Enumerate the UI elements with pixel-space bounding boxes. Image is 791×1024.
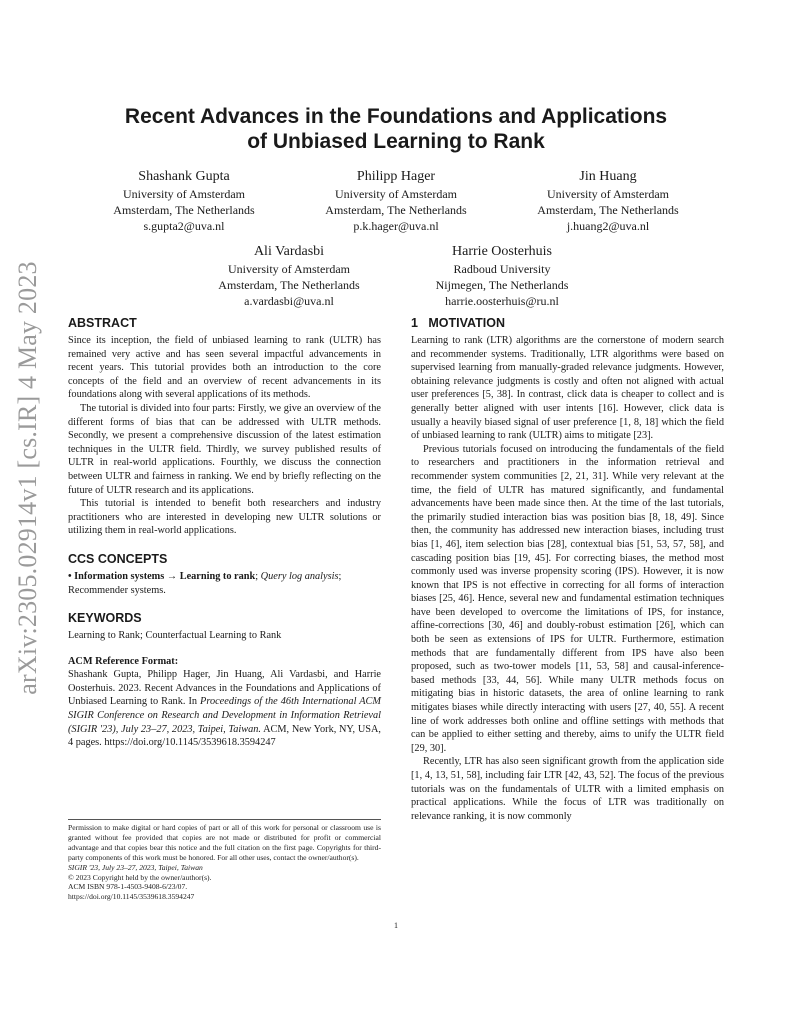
abstract-paragraph: The tutorial is divided into four parts: Firstly, we give an overview of the different forms of bias that can be addressed with ULTR methods. Secondly, we present a comprehensive discussion of the latest estimation techniques in the ULTR field. Thirdly, we survey published results of ULTR in real-world applications. Fourthly, we discuss the connection between ULTR and fairness in ranking. We end by briefly reflecting on the future of ULTR research and its applications. <box>68 402 381 496</box>
author-name: Jin Huang <box>579 169 637 184</box>
abstract-paragraph: Since its inception, the field of unbiased learning to rank (ULTR) has remained very active and has seen several impactful advancements in recent years. This tutorial provides both an introduction to the core concepts of the field and an overview of recent advancements in its foundations along with several applications of its methods. <box>68 335 381 401</box>
author-location: Amsterdam, The Netherlands <box>537 203 679 217</box>
reference-format-text <box>68 668 381 750</box>
ccs-heading: CCS CONCEPTS <box>68 551 168 566</box>
author-block <box>84 168 284 234</box>
permission-notice: Permission to make digital or hard copies of part or all of this work for personal or classroom use is granted without fee provided that copies are not made or distributed for profit or commercial advantage and that copies bear this notice and the full citation on the first page. Copyrights for third-party components of this work must be honored. For all other uses, contact the owner/author(s). <box>68 823 381 862</box>
keywords-heading: KEYWORDS <box>68 611 142 626</box>
reference-format-part2: ACM, New York, NY, USA, 4 pages. https://doi.org/10.1145/3539618.3594247 <box>68 723 381 749</box>
reference-format-part1: Shashank Gupta, Philipp Hager, Jin Huang, Ali Vardasbi, and Harrie Oosterhuis. 2023. Recent Advances in the Foundations and Applications of Unbiased Learning to Rank. In <box>68 669 381 708</box>
author-affiliation: University of Amsterdam <box>123 187 245 201</box>
author-name: Shashank Gupta <box>138 169 230 184</box>
author-name: Harrie Oosterhuis <box>452 244 552 259</box>
author-block <box>296 168 496 234</box>
reference-format-italic: Proceedings of the 46th International ACM SIGIR Conference on Research and Development in Information Retrieval (SIGIR '23), July 23–27, 2023, Taipei, Taiwan. <box>68 696 382 735</box>
author-location: Nijmegen, The Netherlands <box>435 278 569 292</box>
title-line-1: Recent Advances in the Foundations and Applications <box>124 105 668 128</box>
motivation-paragraph: Recently, LTR has also seen significant growth from the application side [1, 4, 13, 51, 58], including fair LTR [42, 43, 52]. The focus of the previous tutorials was on the fundamentals of ULTR with a limited emphasis on practical applications. While the focus of LTR was traditionally on relevance ranking, it is now commonly <box>411 756 724 822</box>
reference-format-heading: ACM Reference Format: <box>68 655 179 667</box>
footnote-rule <box>68 819 381 820</box>
abstract-heading: ABSTRACT <box>68 316 137 330</box>
author-email[interactable]: harrie.oosterhuis@ru.nl <box>445 294 559 308</box>
title-line-2: of Unbiased Learning to Rank <box>247 130 545 153</box>
motivation-paragraph: Previous tutorials focused on introducing the fundamentals of the field to researchers and practitioners in the information retrieval and recommender system communities [2, 21, 31]. While very relevant at the time, the field of ULTR has matured significantly, and fundamental advancements have been made since then. At the time of the last tutorials, the primarily studied interaction bias was position bias [8, 18, 49]. Since then, the community has addressed new interaction biases, including trust bias [1, 46], item selection bias [28], contextual bias [51, 53, 57, 58], and cascading position bias [19, 45]. For correcting biases, the method most commonly used was inverse propensity scoring (IPS). However, it is now known that IPS is not effective in correcting for all forms of interaction biases [25, 46]. Hence, several new and fundamental estimation techniques have been developed to overcome the limitations of IPS, for instance, affine-corrections [30, 46] and doubly-robust estimation [26], which can both be seen as extensions of IPS for ULTR. Furthermore, estimation methods that are fundamentally different from IPS have also been proposed, such as two-tower models [11, 53, 58] and causal-inference-based methods [33, 44, 56]. While many ULTR methods focus on mitigating bias in historic datasets, the area of online learning to rank mitigates biases while directly interacting with users [27, 40, 55]. A recent line of work addresses both online and offline settings with methods that can be applied to either setting and thereby, aims to unify the ULTR field [29, 30]. <box>411 443 724 754</box>
footnote <box>68 823 381 902</box>
arxiv-identifier: arXiv:2305.02914v1 [cs.IR] 4 May 2023 <box>13 261 42 695</box>
arxiv-sidebar <box>8 258 48 698</box>
ccs-concepts <box>68 570 381 597</box>
copyright-line: © 2023 Copyright held by the owner/author(s). <box>68 872 212 882</box>
author-block <box>402 243 602 309</box>
abstract-paragraph: This tutorial is intended to benefit both researchers and industry practitioners who are interested in developing new ULTR solutions or utilizing them in real-world applications. <box>68 498 381 537</box>
left-column <box>68 316 381 750</box>
ccs-rest: ; Recommender systems. <box>68 570 342 596</box>
keywords-text: Learning to Rank; Counterfactual Learning to Rank <box>68 630 282 642</box>
isbn-line: ACM ISBN 978-1-4503-9408-6/23/07. <box>68 882 188 892</box>
author-location: Amsterdam, The Netherlands <box>218 278 360 292</box>
paper-title <box>60 104 732 154</box>
author-name: Philipp Hager <box>356 169 436 184</box>
ccs-bold: • Information systems → Learning to rank <box>68 570 256 582</box>
motivation-heading: 1 MOTIVATION <box>411 316 505 330</box>
author-affiliation: University of Amsterdam <box>547 187 669 201</box>
author-affiliation: University of Amsterdam <box>335 187 457 201</box>
author-block <box>508 168 708 234</box>
author-email[interactable]: p.k.hager@uva.nl <box>353 219 439 233</box>
author-email[interactable]: j.huang2@uva.nl <box>566 219 650 233</box>
author-email[interactable]: a.vardasbi@uva.nl <box>244 294 334 308</box>
conference-venue: SIGIR '23, July 23–27, 2023, Taipei, Taiwan <box>68 862 203 872</box>
author-affiliation: University of Amsterdam <box>228 262 350 276</box>
author-location: Amsterdam, The Netherlands <box>113 203 255 217</box>
ccs-italic: Query log analysis <box>260 570 339 582</box>
right-column <box>411 316 724 823</box>
author-location: Amsterdam, The Netherlands <box>325 203 467 217</box>
page-number: 1 <box>394 921 398 930</box>
author-email[interactable]: s.gupta2@uva.nl <box>143 219 225 233</box>
ccs-separator: ; <box>255 570 261 582</box>
author-name: Ali Vardasbi <box>253 244 325 259</box>
author-block <box>189 243 389 309</box>
motivation-paragraph: Learning to rank (LTR) algorithms are the cornerstone of modern search and recommender systems. Traditionally, LTR algorithms were based on supervised learning from manually-graded relevance judgments. However, obtaining relevance judgments is costly and often not aligned with actual user preferences [5, 38]. In contrast, click data is cheaper to collect and is generally better aligned with user intents [16]. However, click data is usually a heavily biased signal of user preference [1, 8, 18] which the field of unbiased learning to rank (ULTR) aims to mitigate [23]. <box>411 335 724 442</box>
doi-link[interactable]: https://doi.org/10.1145/3539618.3594247 <box>68 892 195 902</box>
author-affiliation: Radboud University <box>453 262 551 276</box>
